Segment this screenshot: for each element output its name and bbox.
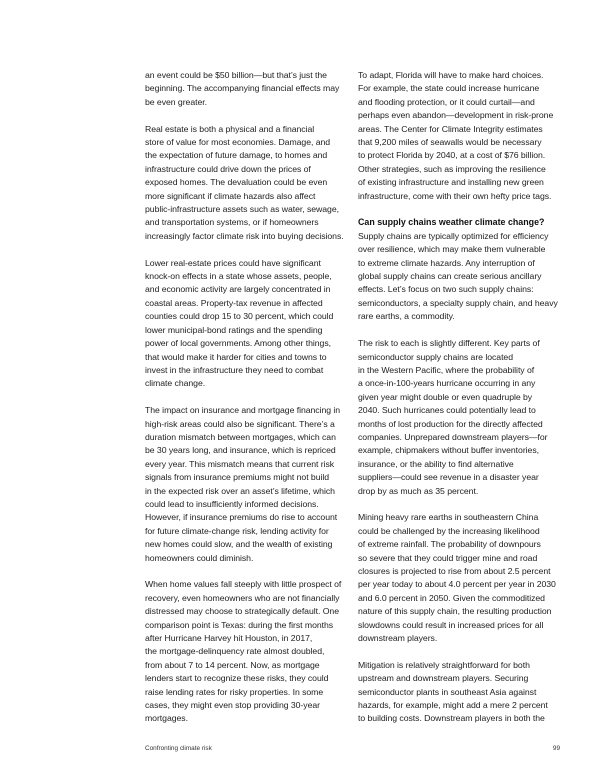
paragraph	[358, 511, 560, 645]
text-line: To adapt, Florida will have to make hard choices.	[358, 70, 544, 80]
text-line: new homes could slow, and the wealth of existing	[145, 539, 333, 550]
text-line: distressed may choose to strategically default. One	[145, 606, 339, 617]
text-line: be 30 years long, and insurance, which is repriced	[145, 445, 336, 456]
text-line: public-infrastructure assets such as water, sewage,	[145, 204, 339, 215]
right-column-intro	[358, 69, 560, 203]
text-line: lower municipal-bond ratings and the spending	[145, 324, 323, 335]
paragraph	[145, 578, 345, 725]
text-line: and economic activity are largely concentrated in	[145, 284, 331, 295]
paragraph	[145, 257, 345, 391]
text-line: Other strategies, such as improving the resilience	[358, 163, 546, 174]
text-line: of extreme rainfall. The probability of downpours	[358, 539, 541, 550]
paragraph	[358, 69, 560, 203]
text-line: infrastructure, come with their own hefty price tags.	[358, 190, 552, 201]
text-line: so severe that they could trigger mine and road	[358, 552, 538, 563]
text-line: in the Western Pacific, where the probability of	[358, 364, 535, 375]
text-line: be even greater.	[145, 96, 207, 107]
text-line: The impact on insurance and mortgage financing in	[145, 405, 341, 416]
text-line: from about 7 to 14 percent. Now, as mortgage	[145, 659, 320, 670]
right-column-body	[358, 230, 560, 726]
text-line: However, if insurance premiums do rise to account	[145, 512, 338, 523]
text-line: a once-in-100-years hurricane occurring in any	[358, 378, 536, 389]
text-line: Real estate is both a physical and a financial	[145, 123, 315, 134]
paragraph	[358, 230, 560, 324]
text-line: Lower real-estate prices could have significant	[145, 257, 321, 268]
text-line: counties could drop 15 to 30 percent, which could	[145, 311, 334, 322]
text-line: climate change.	[145, 378, 206, 389]
text-line: and 6.0 percent in 2050. Given the commoditized	[358, 592, 545, 603]
text-line: for future climate-change risk, lending activity for	[145, 525, 329, 536]
text-line: signals from insurance premiums might not build	[145, 472, 330, 483]
section-heading: Can supply chains weather climate change?	[358, 217, 545, 228]
text-line: that would make it harder for cities and towns to	[145, 351, 327, 362]
text-line: rare earths, a commodity.	[358, 311, 455, 322]
text-line: invest in the infrastructure they need to combat	[145, 364, 324, 375]
text-line: The risk to each is slightly different. Key parts of	[358, 338, 540, 349]
text-line: an event could be $50 billion—but that’s just the	[145, 70, 327, 80]
text-line: to protect Florida by 2040, at a cost of $76 billion.	[358, 150, 546, 161]
text-line: upstream and downstream players. Securing	[358, 673, 529, 684]
text-line: per year today to about 4.0 percent per year in 2030	[358, 579, 556, 590]
text-line: example, chipmakers without buffer inventories,	[358, 445, 539, 456]
text-line: semiconductors, a specialty supply chain, and heavy	[358, 297, 558, 308]
paragraph	[358, 659, 560, 726]
text-line: mortgages.	[145, 713, 188, 724]
text-line: high-risk areas could also be significant. There’s a	[145, 418, 335, 429]
text-line: exposed homes. The devaluation could be even	[145, 177, 328, 188]
text-line: cases, they might even stop providing 30-year	[145, 700, 320, 711]
text-line: the mortgage-delinquency rate almost doubled,	[145, 646, 325, 657]
text-line: raise lending rates for risky properties. In some	[145, 686, 324, 697]
text-line: Supply chains are typically optimized for efficiency	[358, 230, 549, 241]
text-line: slowdowns could result in increased prices for all	[358, 619, 544, 630]
text-line: perhaps even abandon—development in risk-prone	[358, 110, 554, 121]
footer-title: Confronting climate risk	[145, 745, 212, 752]
text-line: and transportation systems, or if homeowners	[145, 217, 319, 228]
text-line: over resilience, which may make them vulnerable	[358, 244, 546, 255]
text-line: global supply chains can create serious ancillary	[358, 271, 542, 282]
text-line: lenders start to recognize these risks, they could	[145, 673, 329, 684]
text-line: areas. The Center for Climate Integrity estimates	[358, 123, 543, 134]
paragraph	[145, 404, 345, 565]
text-line: given year might double or even quadruple by	[358, 391, 533, 402]
text-line: infrastructure could drive down the prices of	[145, 163, 311, 174]
text-line: recovery, even homeowners who are not financially	[145, 592, 340, 603]
text-line: in the expected risk over an asset’s lifetime, which	[145, 485, 335, 496]
text-line: after Hurricane Harvey hit Houston, in 2017,	[145, 633, 313, 643]
text-line: effects. Let’s focus on two such supply chains:	[358, 284, 534, 295]
text-line: hazards, for example, might add a mere 2 percent	[358, 700, 548, 711]
text-line: the expectation of future damage, to homes and	[145, 150, 328, 161]
paragraph	[145, 69, 345, 109]
text-line: suppliers—could see revenue in a disaster year	[358, 472, 539, 483]
text-line: store of value for most economies. Damage, and	[145, 137, 331, 148]
text-line: comparison point is Texas: during the first months	[145, 619, 334, 630]
text-line: semiconductor supply chains are located	[358, 351, 513, 362]
text-line: could lead to insufficiently informed decisions.	[145, 498, 319, 509]
text-line: coastal areas. Property-tax revenue in affected	[145, 297, 323, 308]
right-column	[358, 69, 560, 739]
text-line: Mining heavy rare earths in southeastern China	[358, 512, 539, 523]
text-line: every year. This mismatch means that current risk	[145, 458, 335, 469]
text-line: semiconductor plants in southeast Asia against	[358, 686, 537, 697]
text-line: Mitigation is relatively straightforward for both	[358, 659, 530, 670]
text-line: beginning. The accompanying financial effects may	[145, 83, 340, 94]
text-line: When home values fall steeply with little prospect of	[145, 579, 342, 590]
text-line: could be challenged by the increasing likelihood	[358, 525, 540, 536]
text-line: increasingly factor climate risk into buying decisions.	[145, 230, 344, 241]
text-line: to building costs. Downstream players in both the	[358, 713, 545, 724]
text-line: to extreme climate hazards. Any interruption of	[358, 257, 535, 268]
text-line: knock-on effects in a state whose assets, people,	[145, 271, 332, 282]
text-line: nature of this supply chain, the resulting production	[358, 606, 552, 617]
text-line: power of local governments. Among other things,	[145, 338, 331, 349]
text-line: For example, the state could increase hurricane	[358, 83, 540, 94]
text-line: that 9,200 miles of seawalls would be necessary	[358, 137, 542, 148]
text-line: drop by as much as 35 percent.	[358, 485, 479, 496]
left-column	[145, 69, 345, 739]
text-line: of existing infrastructure and installing new green	[358, 177, 544, 188]
text-line: downstream players.	[358, 633, 438, 644]
text-line: companies. Unprepared downstream players—for	[358, 431, 548, 442]
text-line: months of lost production for the directly affected	[358, 418, 543, 429]
page-number: 99	[552, 745, 560, 752]
text-line: more significant if climate hazards also affect	[145, 190, 316, 201]
text-line: duration mismatch between mortgages, which can	[145, 431, 336, 442]
paragraph	[145, 123, 345, 244]
text-line: insurance, or the ability to find alternative	[358, 458, 514, 469]
text-line: 2040. Such hurricanes could potentially lead to	[358, 405, 536, 416]
text-line: closures is projected to rise from about 2.5 percent	[358, 565, 551, 576]
text-line: and flooding protection, or it could curtail—and	[358, 96, 535, 107]
paragraph	[358, 337, 560, 498]
text-line: homeowners could diminish.	[145, 552, 254, 563]
